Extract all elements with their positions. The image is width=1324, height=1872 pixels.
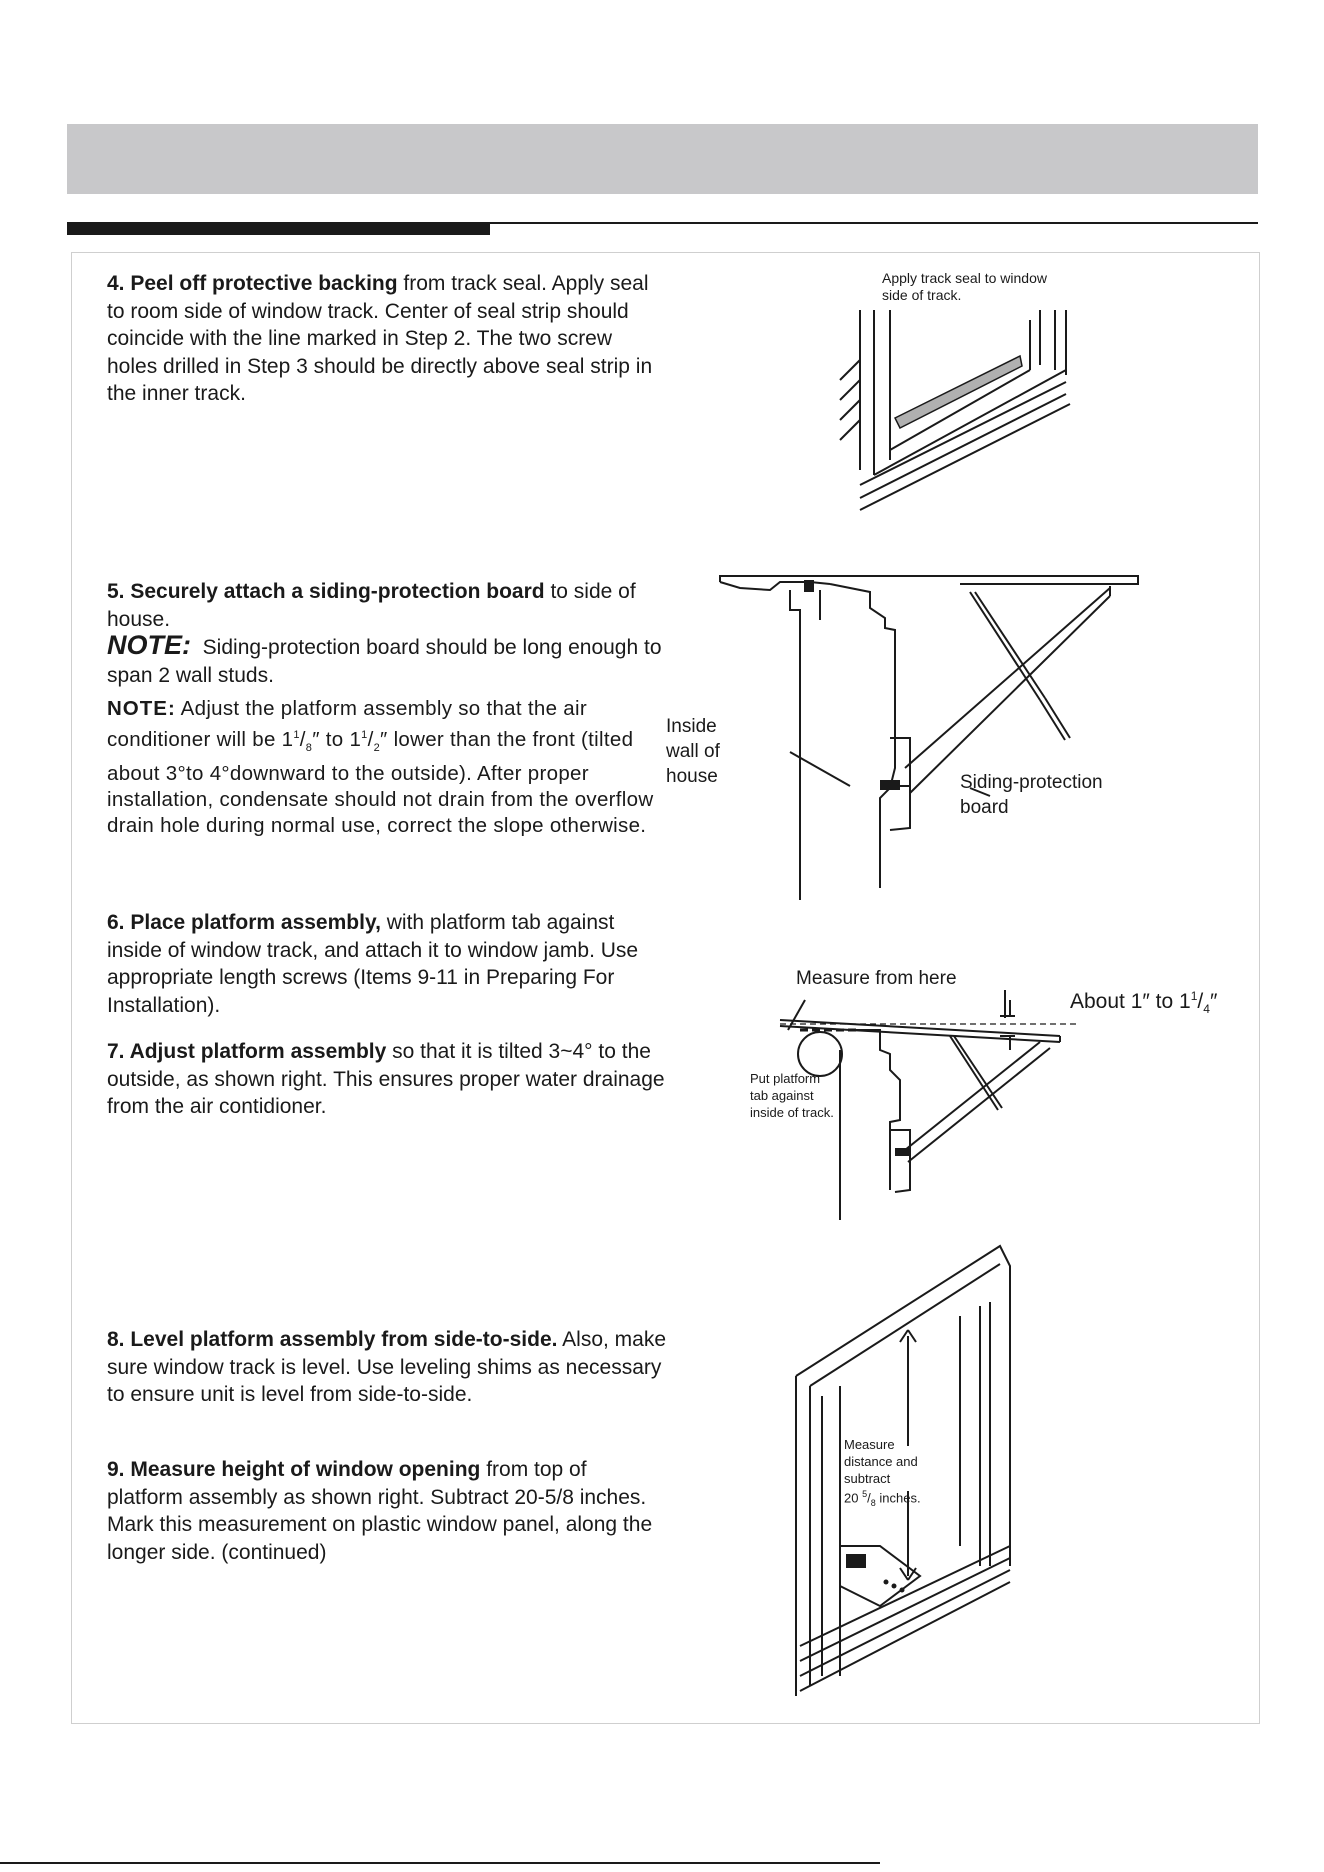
step-9 xyxy=(107,1456,667,1566)
figure-platform-tilt xyxy=(740,970,1230,1230)
subtract-whole: 20 xyxy=(844,1490,859,1506)
fraction-a-whole: 1 xyxy=(281,727,294,751)
note-tilt-line4: downward to the outside). After proper installation, condensate should not drain from the overflow drain hole during normal use, correct the slope otherwise. xyxy=(107,761,654,837)
about-inch-mark: ″ xyxy=(1142,990,1150,1013)
step-5 xyxy=(107,578,667,633)
subtract-fraction-label: 20 $^5/_8$ inches. xyxy=(844,1489,921,1508)
measure-distance-label: Measure distance and subtract xyxy=(844,1437,918,1486)
fraction-a-num: 1 xyxy=(293,729,300,741)
subtract-unit: inches. xyxy=(875,1490,921,1506)
step-5-text: to side of house. xyxy=(107,580,636,631)
track-seal-label: Apply track seal to window side of track. xyxy=(882,270,1047,303)
header-band xyxy=(67,124,1258,194)
footer-rule xyxy=(0,1862,880,1864)
inch-mark-b: ″ xyxy=(380,727,388,751)
note-siding-text: Siding-protection board should be long enough to span 2 wall studs. xyxy=(107,636,662,687)
note-tilt-line2: lower than the front (tilted about 3 xyxy=(107,727,634,785)
note-tilt-to: to xyxy=(319,727,350,751)
degree-mark-a: ° xyxy=(177,761,186,785)
track-seal-illustration xyxy=(840,270,1080,510)
step-5-title: 5. Securely attach a siding-protection board xyxy=(107,580,545,603)
step-7 xyxy=(107,1038,667,1121)
about-inch-mark-b: ″ xyxy=(1209,990,1218,1013)
step-6-text: with platform tab against inside of window track, and attach it to window jamb. Use appropriate length screws (Items 9-11 in Preparing For Installation). xyxy=(107,911,639,1017)
about-to: to 1 xyxy=(1149,990,1191,1013)
subtract-den: 8 xyxy=(870,1497,876,1508)
subtract-num: 5 xyxy=(862,1489,868,1499)
step-7-title: 7. Adjust platform assembly xyxy=(107,1040,387,1063)
note-siding-keyword: NOTE: xyxy=(107,630,191,660)
about-inch-label: About 1″ to $1^1/_4''$ xyxy=(1070,989,1218,1017)
header-rule-accent xyxy=(67,222,490,235)
siding-board-illustration xyxy=(670,568,1140,888)
step-6-title: 6. Place platform assembly, xyxy=(107,911,381,934)
step-6 xyxy=(107,909,667,1019)
step-9-title: 9. Measure height of window opening xyxy=(107,1458,481,1481)
step-7-text: so that it is tilted 3~4° to the outside, as shown right. This ensures proper water drainage from the air contidioner. xyxy=(107,1040,665,1118)
step-4-text: from track seal. Apply seal to room side of window track. Center of seal strip should coincide with the line marked in Step 2. The two screw holes drilled in Step 3 should be directly above seal strip in the inner track. xyxy=(107,272,653,405)
note-tilt-line3: to 4 xyxy=(186,761,222,785)
figure-window-opening xyxy=(790,1246,1020,1696)
fraction-a-den: 8 xyxy=(305,741,313,754)
figure-siding-board xyxy=(666,568,1140,888)
step-4 xyxy=(107,270,667,408)
inside-wall-label: Inside wall of house xyxy=(666,716,720,787)
about-frac-den: 4 xyxy=(1203,1002,1210,1017)
note-tilt-line1: Adjust the platform assembly so that the air conditioner will be xyxy=(107,697,587,751)
measure-from-here-label: Measure from here xyxy=(796,968,957,989)
note-tilt: NOTE: Adjust the platform assembly so that the air conditioner will be $1^1/_8''$ to $1^1/_2''$ lower than the front (tilted about 3°to 4°downward to the outside). After proper installation, condensate should not drain from the overflow drain hole during normal use, correct the slope otherwise. xyxy=(107,697,654,837)
about-text: About 1 xyxy=(1070,990,1143,1013)
note-tilt-keyword: NOTE: xyxy=(107,697,176,720)
platform-tab-label: Put platform tab against inside of track. xyxy=(750,1071,834,1120)
about-frac-num: 1 xyxy=(1190,989,1198,1003)
fraction-b-whole: 1 xyxy=(349,727,362,751)
step-8-text: Also, make sure window track is level. Use leveling shims as necessary to ensure unit is level from side-to-side. xyxy=(107,1328,667,1406)
step-9-text: from top of platform assembly as shown right. Subtract 20-5/8 inches. Mark this measurement on plastic window panel, along the longer side. (continued) xyxy=(107,1458,653,1564)
degree-mark-b: ° xyxy=(221,761,230,785)
step-4-title: 4. Peel off protective backing xyxy=(107,272,398,295)
figure-track-seal xyxy=(840,270,1080,510)
note-siding xyxy=(107,632,667,689)
step-8 xyxy=(107,1326,667,1409)
fraction-b-den: 2 xyxy=(373,741,381,754)
fraction-b-num: 1 xyxy=(361,729,368,741)
step-8-title: 8. Level platform assembly from side-to-side. xyxy=(107,1328,558,1351)
inch-mark-a: ″ xyxy=(312,727,320,751)
siding-board-label: Siding-protection board xyxy=(960,772,1103,818)
